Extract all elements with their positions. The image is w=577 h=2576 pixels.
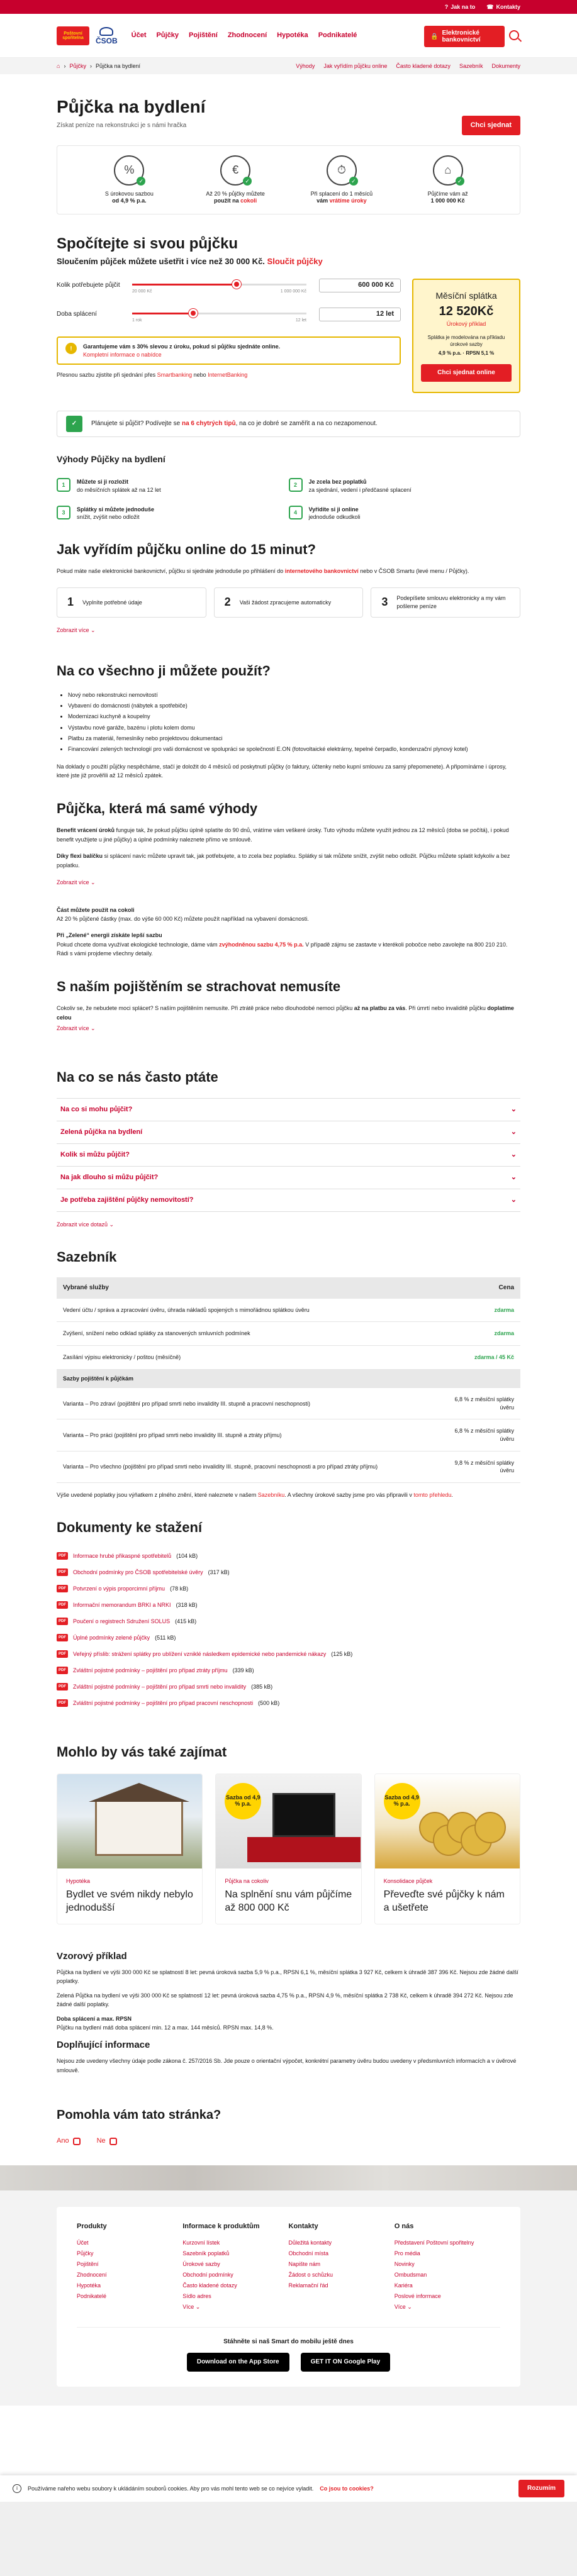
list-item: • Financování zelených technologií pro vaši domácnost ve spolupráci se společností E.ON (fotovoltaické elektrárny, tepelné čerpadlo, kondenzační plynový kotel) [68,744,520,755]
footer-link[interactable]: Často kladené dotazy [182,2282,237,2289]
footer-link[interactable]: Představení Poštovní spořitelny [394,2239,474,2246]
feature-icon: % ✓ [114,155,144,186]
ps-logo: Poštovní spořitelna [57,26,89,45]
step-0: 1 Vyplníte potřebné údaje [57,587,206,618]
term-input[interactable]: 12 let [319,308,401,321]
check-icon: ✓ [243,177,252,186]
check-icon: ✓ [456,177,464,186]
chevron-down-icon: ⌄ [510,1174,517,1182]
footer-link[interactable]: Hypotéka [77,2282,101,2289]
card-image: Sazba od 4,9 % p.a. [216,1774,361,1868]
subnav-item-0[interactable]: Výhody [296,62,315,69]
feature-1: € ✓ Až 20 % půjčky můžete použít na cokoli [188,155,283,205]
footer-column-0: Produkty Účet Půjčky Pojištění Zhodnocení Hypotéka Podnikatelé [77,2222,182,2313]
list-item: • Vybavení do domácnosti (nábytek a spotřebiče) [68,701,520,711]
advantage-0: 1 Můžete si ji rozložit do měsíčních splátek až na 12 let [57,478,289,494]
faq-item-0[interactable]: Na co si mohu půjčit? ⌄ [57,1099,520,1121]
benefits-title: Půjčka, která má samé výhody [57,800,258,816]
footer-link[interactable]: Sídlo adres [182,2293,211,2300]
footer-link[interactable]: Podnikatelé [77,2293,107,2300]
term-label: Doba splácení [57,310,97,318]
rate-no[interactable]: Ne [97,2136,117,2146]
show-more-link[interactable]: Zobrazit více ⌄ [57,626,96,633]
check-icon: ✓ [66,416,82,432]
pdf-icon: PDF [57,1667,68,1674]
cookie-bar: i Používáme nařeho webu soubory k ukládáním souborů cookies. Aby pro vás mohl tento web se co nejvíce vyladit. Co jsou to cookies? Rozumím [0,2475,577,2502]
faq-item-2[interactable]: Kolik si můžu půjčit? ⌄ [57,1144,520,1167]
subnav-item-3[interactable]: Sazebník [459,62,483,69]
guarantee-box: ! Garantujeme vám s 30% slevou z úroku, pokud si půjčku sjednáte online. Kompletní informace o nabídce [57,336,401,365]
check-icon: ✓ [137,177,145,186]
breadcrumb: ⌂ › Půjčky › Půjčka na bydlení Výhody Jak vyřídím půjčku online Často kladené dotazy Sazebník Dokumenty [0,58,577,74]
page-bottom [0,2502,577,2576]
footer-link[interactable]: Půjčky [77,2250,94,2257]
tips-link[interactable]: na 6 chytrých tipů [181,419,236,427]
thumbs-down-icon [109,2138,117,2145]
accept-cookies-button[interactable]: Rozumím [518,2480,564,2497]
table-row: Vedení účtu / správa a zpracování úvěru, úhrada nákladů spojených s mimořádnou splátkou úvěru zdarma [57,1299,520,1322]
menu-item-4[interactable]: Hypotéka [277,31,308,39]
document-link[interactable]: PDF Zvláštní pojistné podmínky – pojištění pro případ ztráty příjmu (339 kB) [57,1662,520,1679]
advantage-3: 4 Vyřídíte si ji online jednoduše odkudkoli [289,506,521,521]
page-title: Půjčka na bydlení [57,97,206,116]
example-title: Vzorový příklad [57,1950,127,1962]
footer-link[interactable]: Napište nám [288,2261,321,2268]
footer-link[interactable]: Zhodnocení [77,2272,107,2279]
subnav-item-4[interactable]: Dokumenty [491,62,520,69]
calc-note: Přesnou sazbu zjistíte při sjednání přes Smartbanking nebo InternetBanking [57,372,248,379]
monthly-payment: 12 520Kč [439,304,494,318]
calculator [57,279,520,393]
breadcrumb-loans[interactable]: Půjčky [69,62,86,69]
interest-title: Mohlo by vás také zajímat [57,1744,227,1760]
feature-3: ⌂ ✓ Půjčíme vám až 1 000 000 Kč [401,155,495,205]
table-row: Zasílání výpisu elektronicky / poštou (měsíčně) zdarma / 45 Kč [57,1346,520,1370]
menu-item-5[interactable]: Podnikatelé [318,31,357,39]
footer-link[interactable]: Novinky [394,2261,415,2268]
footer-link[interactable]: Reklamační řád [288,2282,328,2289]
footer-link[interactable]: Více ⌄ [182,2304,201,2311]
document-link[interactable]: PDF Úplné podmínky zelené půjčky (511 kB) [57,1629,520,1646]
faq-title: Na co se nás často ptáte [57,1069,218,1085]
document-link[interactable]: PDF Informační memorandum BRKI a NRKI (318 kB) [57,1597,520,1613]
steps [57,587,520,618]
tips-banner: ✓ Plánujete si půjčit? Podívejte se na 6 chytrých tipů, na co je dobré se zaměřit a na co nezapomenout. [57,411,520,437]
footer-link[interactable]: Obchodní místa [288,2250,329,2257]
main-nav [0,14,577,58]
docs-title: Dokumenty ke stažení [57,1519,203,1536]
footer-column-3: O nás Představení Poštovní spořitelny Pro média Novinky Ombudsman Kariéra Poslové informace Více ⌄ [395,2222,500,2313]
document-link[interactable]: PDF Zvláštní pojistné podmínky – pojištění pro případ pracovní neschopnosti (500 kB) [57,1695,520,1711]
docs-list [57,1548,520,1711]
footer-link[interactable]: Účet [77,2239,89,2246]
table-row: Varianta – Pro všechno (pojištění pro případ smrti nebo invalidity III. stupně, pracovní neschopnosti a pro případ ztráty příjmu) 9,8 % z měsíční splátky úvěru [57,1451,520,1482]
table-row: Varianta – Pro práci (pojištění pro případ smrti nebo invalidity III. stupně a ztráty příjmu) 6,8 % z měsíční splátky úvěru [57,1419,520,1451]
appstore-button[interactable]: Download on the App Store [187,2353,289,2372]
footer-link[interactable]: Sazebník poplatků [182,2250,230,2257]
chevron-down-icon: ⌄ [510,1196,517,1204]
feature-icon: ⏱ ✓ [327,155,357,186]
check-icon: ✓ [349,177,358,186]
table-section: Sazby pojištění k půjčkám [57,1369,520,1388]
footer: Produkty Účet Půjčky Pojištění Zhodnocení Hypotéka Podnikatelé Informace k produktům Kurzovní lístek Sazebník poplatků Úrokové sazby Obchodní podmínky Často kladené dotazy Sídlo adres Více ⌄ Kontakty Důležitá kontakty Obchodní místa Napište nám Žádost o schůzku Reklamační řád O nás Představení Poštovní spořitelny Pro média Novinky Ombudsman Kariéra Poslové informace Více ⌄ Stáhněte si naš Smart do mobilu ještě dnes Download on the App Store GET IT ON Google Play [0,2190,577,2406]
amount-slider[interactable]: 20 000 Kč 1 000 000 Kč [132,279,306,292]
usage-list [57,690,520,755]
fees-table: Vybrané služby Cena Vedení účtu / správa a zpracování úvěru, úhrada nákladů spojených s mimořádnou splátkou úvěru zdarma Zvýšení, snížení nebo odklad splátky za stanovených smluvních podmínek zdarma Zasílání výpisu elektronicky / poštou (měsíčně) zdarma / 45 Kč Sazby pojištění k půjčkám Varianta – Pro zdraví (pojištění pro případ smrti nebo invalidity III. stupně a pracovní neschopnosti) 6,8 % z měsíční splátky úvěru Varianta – Pro práci (pojištění pro případ smrti nebo invalidity III. stupně a ztráty příjmu) 6,8 % z měsíční splátky úvěru Varianta – Pro všechno (pojištění pro případ smrti nebo invalidity III. stupně, pracovní neschopnosti a pro případ ztráty příjmu) 9,8 % z měsíční splátky úvěru [57,1277,520,1483]
document-link[interactable]: PDF Zvláštní pojistné podmínky – pojištění pro případ smrti nebo invalidity (385 kB) [57,1679,520,1695]
payment-summary: Měsíční splátka 12 520Kč Úrokový příklad Splátka je modelována na příkladu úrokové sazby 4,9 % p.a. · RPSN 5,1 % Chci sjednat online [412,279,520,393]
list-item: • Platbu za materiál, řemeslníky nebo projektovou dokumentaci [68,733,520,744]
home-icon[interactable]: ⌂ [57,62,60,69]
list-item: • Nový nebo rekonstrukci nemovitostí [68,690,520,701]
promo-card-0[interactable]: Hypotéka Bydlet ve svém nikdy nebylo jednodušší [57,1774,203,1924]
fees-title: Sazebník [57,1249,117,1265]
pdf-icon: PDF [57,1699,68,1707]
offer-info-link[interactable]: Kompletní informace o nabídce [83,351,162,358]
info-icon: ! [65,343,77,354]
googleplay-button[interactable]: GET IT ON Google Play [301,2353,391,2372]
rating [57,2136,520,2146]
table-row: Zvýšení, snížení nebo odklad splátky za stanovených smluvních podmínek zdarma [57,1322,520,1346]
calc-title: Spočítejte si svou půjčku [57,235,238,253]
breadcrumb-current: Půjčka na bydlení [95,62,140,69]
cookies-link[interactable]: Co jsou to cookies? [320,2485,374,2492]
pdf-icon: PDF [57,1552,68,1560]
footer-link[interactable]: Pojištění [77,2261,99,2268]
hero-lead: Získat peníze na rekonstrukci je s námi hračka [57,122,187,130]
merge-loans-link[interactable]: Sloučit půjčky [267,256,323,266]
feature-icon: € ✓ [220,155,250,186]
faq-item-4[interactable]: Je potřeba zajištění půjčky nemovitostí? ⌄ [57,1189,520,1212]
step-1: 2 Vaši žádost zpracujeme automaticky [214,587,364,618]
document-link[interactable]: PDF Informace hrubé přikaspné spotřebitelů (104 kB) [57,1548,520,1564]
search-icon[interactable] [509,30,519,40]
feature-2: ⏱ ✓ Při splacení do 1 měsíců vám vrátíme úroky [294,155,389,205]
footer-link[interactable]: Pro média [394,2250,420,2257]
calc-subtitle: Sloučením půjček můžete ušetřit i více než 30 000 Kč. Sloučit půjčky [57,256,323,266]
faq-list [57,1098,520,1212]
pdf-icon: PDF [57,1601,68,1609]
footer-link[interactable]: Úrokové sazby [182,2261,220,2268]
menu [132,31,357,40]
document-link[interactable]: PDF Veřejný příslib: strážení splátky pro ublížení vzniklé následkem epidemické nebo pandemické nákazy (125 kB) [57,1646,520,1662]
footer-link[interactable]: Důležitá kontakty [288,2239,332,2246]
rate-yes[interactable]: Ano [57,2136,81,2146]
list-item: • Modernizaci kuchyně a koupelny [68,711,520,722]
pdf-icon: PDF [57,1634,68,1641]
footer-link[interactable]: Poslové informace [394,2293,441,2300]
card-image: Sazba od 4,9 % p.a. [375,1774,520,1868]
feature-icon: ⌂ ✓ [433,155,463,186]
footer-link[interactable]: Žádost o schůzku [288,2272,333,2279]
footer-column-1: Informace k produktům Kurzovní lístek Sazebník poplatků Úrokové sazby Obchodní podmínky Často kladené dotazy Sídlo adres Více ⌄ [182,2222,288,2313]
chevron-down-icon: ⌄ [510,1151,517,1159]
document-link[interactable]: PDF Obchodní podmínky pro ČSOB spotřebitelské úvěry (317 kB) [57,1564,520,1580]
footer-link[interactable]: Kariéra [394,2282,413,2289]
cards [57,1774,520,1924]
subnav [296,62,520,70]
pdf-icon: PDF [57,1568,68,1576]
footer-link[interactable]: Ombudsman [394,2272,427,2279]
amount-input[interactable]: 600 000 Kč [319,279,401,292]
faq-item-3[interactable]: Na jak dlouho si můžu půjčit? ⌄ [57,1167,520,1189]
howto-title: Jak vyřídím půjčku online do 15 minut? [57,541,316,557]
promo-card-2[interactable]: Sazba od 4,9 % p.a. Konsolidace půjček Převeďte své půjčky k nám a ušetřete [374,1774,520,1924]
logo[interactable] [57,26,118,45]
menu-item-2[interactable]: Pojištění [188,31,218,39]
usage-title: Na co všechno ji můžete použít? [57,663,271,679]
pdf-icon: PDF [57,1618,68,1625]
amount-label: Kolik potřebujete půjčit [57,281,120,289]
table-row: Varianta – Pro zdraví (pojištění pro případ smrti nebo invalidity III. stupně a pracovní neschopnosti) 6,8 % z měsíční splátky úvěru [57,1388,520,1419]
faq-item-1[interactable]: Zelená půjčka na bydlení ⌄ [57,1121,520,1144]
pdf-icon: PDF [57,1683,68,1690]
document-link[interactable]: PDF Poučení o registrech Sdružení SOLUS (415 kB) [57,1613,520,1629]
chevron-down-icon: ⌄ [510,1106,517,1114]
csob-logo: ČSOB [96,27,118,45]
feature-0: % ✓ S úrokovou sazbou od 4,9 % p.a. [82,155,176,205]
menu-item-0[interactable]: Účet [131,31,147,39]
pdf-icon: PDF [57,1650,68,1658]
advantage-1: 2 Je zcela bez poplatků za sjednání, vedení i předčasné splacení [289,478,521,494]
apply-online-button[interactable]: Chci sjednat online [421,364,512,382]
apply-button[interactable]: Chci sjednat [462,116,520,135]
features-box [57,145,520,214]
promo-card-1[interactable]: Sazba od 4,9 % p.a. Půjčka na cokoliv Na splnění snu vám půjčíme až 800 000 Kč [215,1774,361,1924]
pdf-icon: PDF [57,1585,68,1592]
advantage-2: 3 Splátky si můžete jednoduše snížit, zvýšit nebo odložit [57,506,289,521]
subnav-item-2[interactable]: Často kladené dotazy [396,62,451,69]
insurance-title: S naším pojištěním se strachovat nemusíte [57,978,341,994]
footer-link[interactable]: Kurzovní lístek [182,2239,220,2246]
footer-link[interactable]: Více ⌄ [394,2304,412,2311]
menu-item-1[interactable]: Půjčky [156,31,179,39]
rating-title: Pomohla vám tato stránka? [57,2108,221,2123]
lock-icon: 🔒 [430,33,439,40]
footer-column-2: Kontakty Důležitá kontakty Obchodní místa Napište nám Žádost o schůzku Reklamační řád [289,2222,395,2313]
help-link[interactable]: ? Jak na to [444,3,476,10]
subnav-item-1[interactable]: Jak vyřídím půjčku online [323,62,388,69]
document-link[interactable]: PDF Potvrzení o výpis proporcimní příjmu (78 kB) [57,1580,520,1597]
step-2: 3 Podepíšete smlouvu elektronicky a my vám pošleme peníze [371,587,520,618]
chevron-down-icon: ⌄ [510,1128,517,1136]
advantages-title: Výhody Půjčky na bydlení [57,453,165,464]
advantages-list [57,478,520,521]
top-bar [0,0,577,14]
term-slider[interactable]: 1 rok 12 let [132,308,306,321]
list-item: • Výstavbu nové garáže, bazénu i plotu kolem domu [68,723,520,733]
footer-link[interactable]: Obchodní podmínky [182,2272,233,2279]
info-icon: i [13,2484,21,2493]
ebanking-button[interactable]: 🔒 Elektronické bankovnictví [424,26,505,47]
contacts-link[interactable]: ☎ Kontakty [486,3,520,10]
thumbs-up-icon [73,2138,81,2145]
card-image [57,1774,202,1868]
menu-item-3[interactable]: Zhodnocení [227,31,267,39]
